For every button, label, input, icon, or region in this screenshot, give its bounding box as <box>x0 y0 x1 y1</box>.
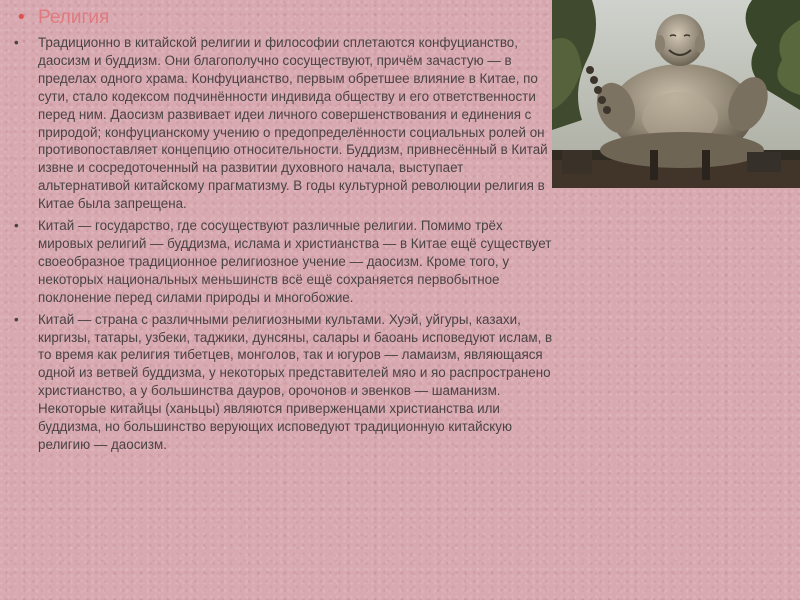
paragraph-text: Китай — государство, где сосуществуют различные религии. Помимо трёх мировых религий — буддизма, ислама и христианства — в Китае ещё существует своеобразное традиционное религиозное учение — даосизм. Кроме того, у некоторых национальных меньшинств всё ещё сохраняется первобытное поклонение перед силами природы и многобожие. <box>38 218 552 305</box>
buddha-statue-image <box>552 0 800 188</box>
paragraph-text: Китай — страна с различными религиозными культами. Хуэй, уйгуры, казахи, киргизы, татары, узбеки, таджики, дунсяны, салары и баоань исповедуют ислам, в то время как религия тибетцев, монголов, так и югуров — ламаизм, являющаяся одной из ветвей буддизма, у некоторых представителей мяо и яо распространено христианство, а у большинства дауров, орочонов и эвенков — шаманизм. Некоторые китайцы (ханьцы) являются приверженцами христианства или буддизма, но большинство верующих исповедуют традиционную китайскую религию — даосизм. <box>38 311 553 452</box>
list-item <box>14 217 554 307</box>
bullet-dot: • <box>14 311 19 327</box>
list-item <box>14 311 554 454</box>
title-text: Религия <box>38 7 110 28</box>
list-item <box>14 34 554 213</box>
bullet-dot: • <box>14 35 19 50</box>
slide-title <box>18 6 109 30</box>
title-bullet: • <box>18 7 25 28</box>
bullet-dot: • <box>14 218 19 234</box>
buddha-statue-photo <box>552 0 800 188</box>
bullet-list <box>14 34 554 458</box>
paragraph-text: Традиционно в китайской религии и философии сплетаются конфуцианство, даосизм и буддизм. Они благополучно сосуществуют, причём зачастую — в пределах одного храма. Конфуцианство, первым обретшее влияние в Китае, по сути, стало кодексом подчинённости индивида обществу и его ответственности перед ним. Даосизм развивает идеи личного совершенствования и единения с природой; конфуцианскому учению о предопределённости социальных ролей он противопоставляет концепцию относительности. Буддизм, привнесённый в Китай извне и сосредоточенный на развитии духовного начала, выступает альтернативой китайскому прагматизму. В годы культурной революции религия в Китае была запрещена. <box>38 35 548 212</box>
